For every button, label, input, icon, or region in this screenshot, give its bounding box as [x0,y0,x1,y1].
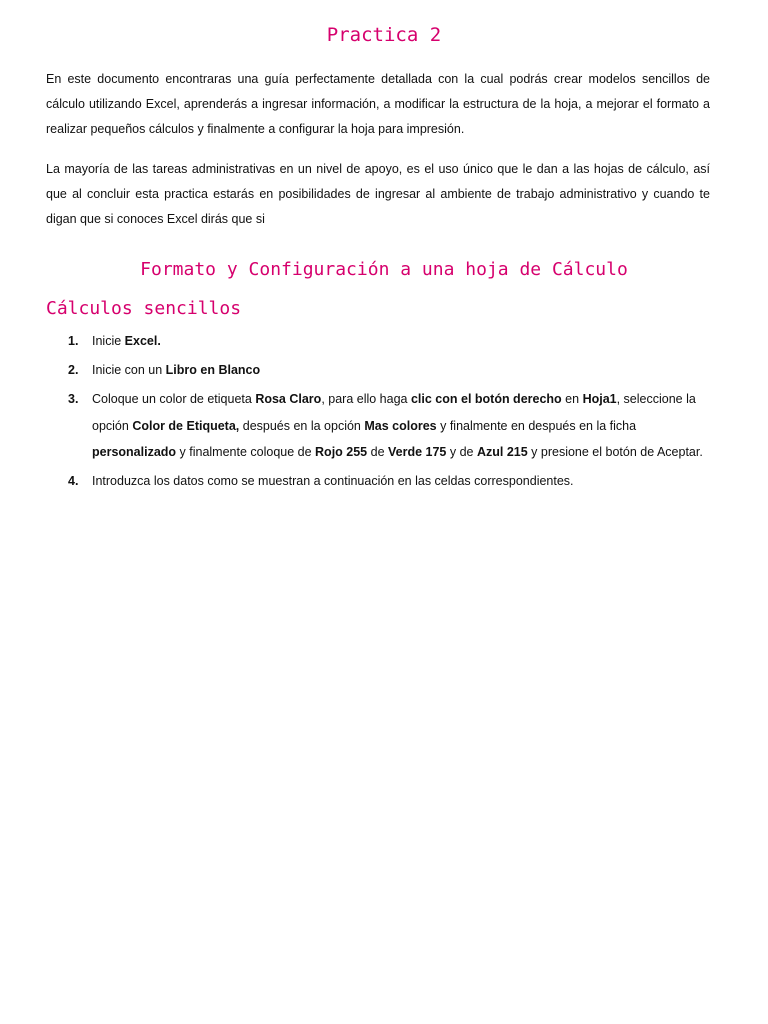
step-text-plain: Inicie con un [92,363,166,377]
step-item [46,386,718,466]
step-text-bold: Hoja1 [582,392,617,406]
step-text-bold: Azul 215 [476,445,528,459]
step-text-bold: Rosa Claro [255,392,322,406]
step-text-plain: y presione el botón de Aceptar. [527,445,703,459]
document-title: Practica 2 [326,24,442,46]
step-item [46,468,718,495]
step-text-bold: Mas colores [364,418,437,433]
subsection-heading: Cálculos sencillos [46,298,242,319]
step-text-bold: Color de Etiqueta, [132,418,240,433]
step-text-plain: después en la opción [239,418,365,433]
step-number: 2. [68,363,79,377]
step-text-bold: personalizado [92,445,177,459]
intro-paragraph: En este documento encontraras una guía perfectamente detallada con la cual podrás crear modelos sencillos de cálculo utilizando Excel, aprenderás a ingresar información, a modificar la estructura de la hoja, a mejorar el formato a realizar pequeños cálculos y finalmente a configurar la hoja para impresión. [46,72,710,136]
step-text [92,392,703,459]
step-text: Introduzca los datos como se muestran a continuación en las celdas correspondientes. [92,474,574,488]
step-text-plain: Coloque un color de etiqueta [92,392,256,406]
step-text-plain: Inicie [92,334,125,348]
step-text-bold: clic con el botón derecho [410,392,562,406]
step-text-bold: Excel. [124,334,161,348]
step-text-bold: Libro en Blanco [165,363,261,377]
step-text-bold: Rojo 255 [315,445,368,459]
step-text-plain: en [561,392,583,406]
step-text-plain: de [367,445,388,459]
steps-list [46,328,718,497]
step-number: 4. [68,474,79,488]
step-text-plain: , seleccione la opción [92,392,696,433]
step-text [92,334,161,348]
section-heading: Formato y Configuración a una hoja de Cálculo [140,259,628,280]
step-text-bold: Verde 175 [388,445,447,459]
step-text [92,363,260,377]
step-text-plain: y de [446,445,477,459]
step-item [46,328,718,355]
step-number: 1. [68,334,79,348]
second-paragraph: La mayoría de las tareas administrativas en un nivel de apoyo, es el uso único que le dan a las hojas de cálculo, así que al concluir esta practica estarás en posibilidades de ingresar al ambiente de trabajo administrativo y cuando te digan que si conoces Excel dirás que si [46,162,710,226]
step-item [46,357,718,384]
step-text-plain: y finalmente coloque de [176,445,316,459]
step-number: 3. [68,392,79,406]
step-text-plain: y finalmente en después en la ficha [436,418,637,433]
step-text-plain: , para ello haga [321,392,411,406]
